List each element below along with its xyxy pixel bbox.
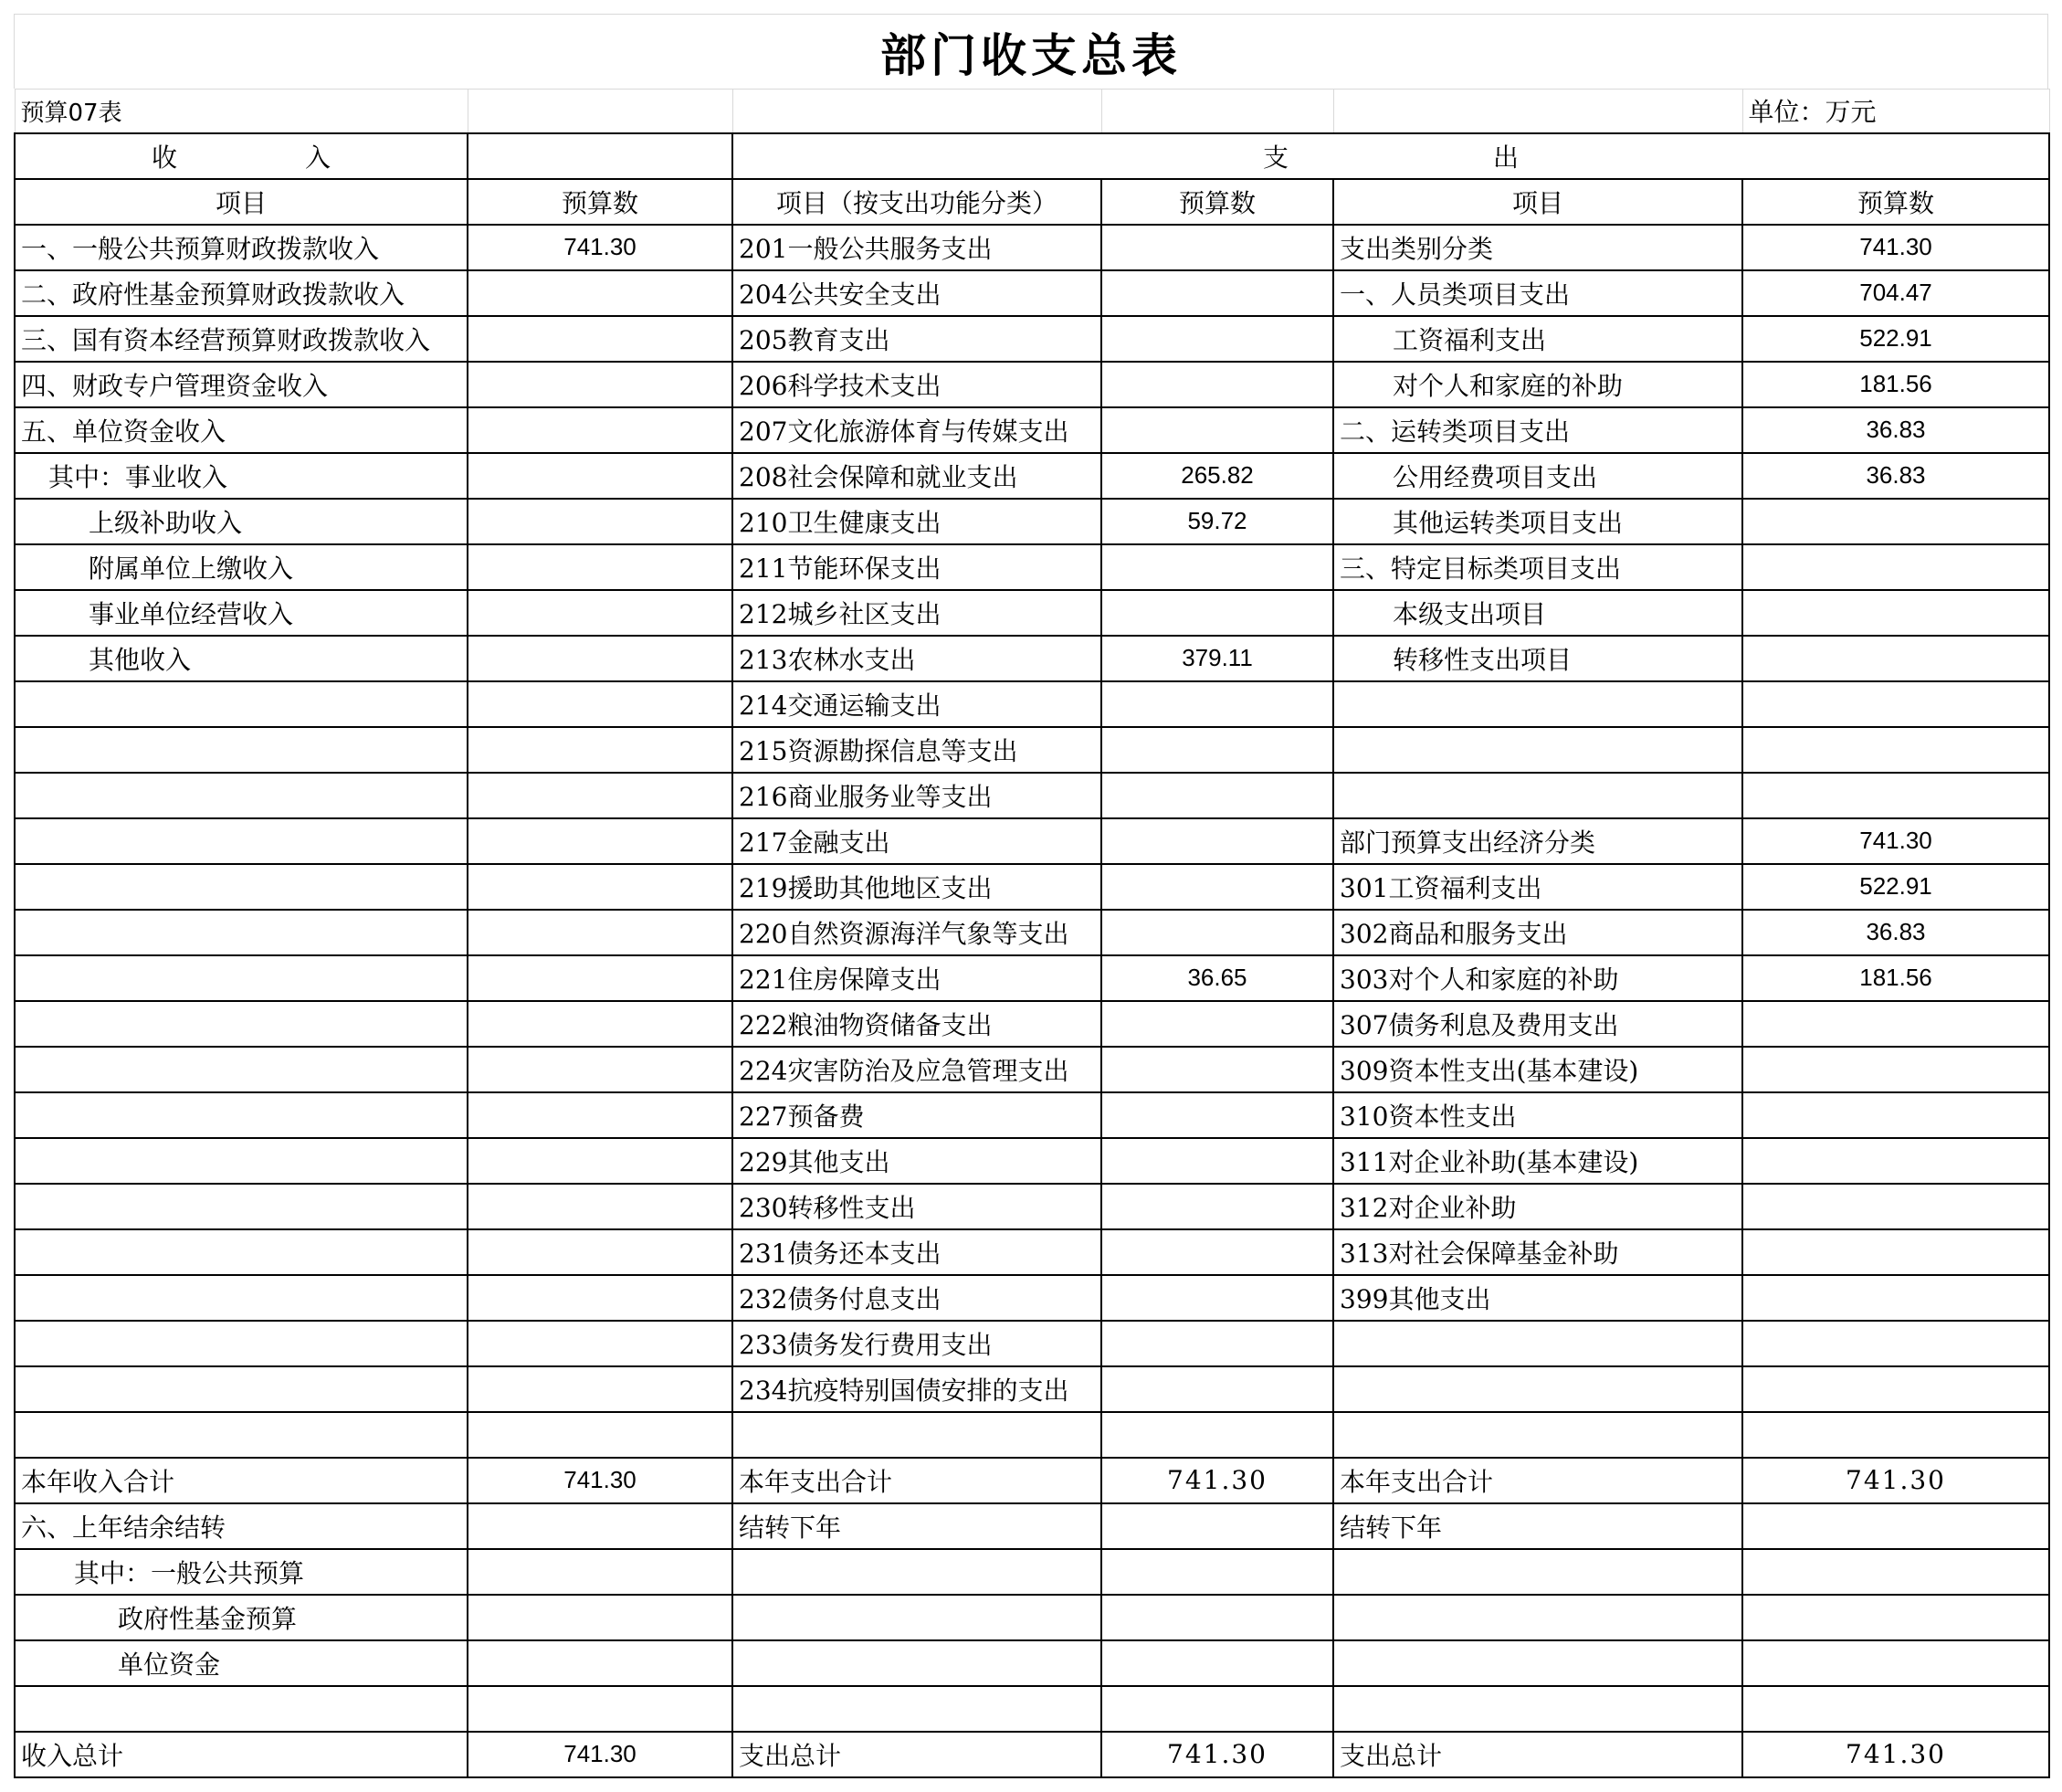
income-item-cell: 六、上年结余结转 <box>15 1503 468 1549</box>
cat-amount-cell <box>1742 1138 2049 1184</box>
income-section-header: 收 入 <box>15 133 468 179</box>
func-item-cell: 本年支出合计 <box>732 1458 1101 1503</box>
cat-amount-cell <box>1742 1549 2049 1595</box>
cat-item-cell: 309资本性支出(基本建设) <box>1333 1047 1742 1092</box>
table-row <box>15 1138 2049 1184</box>
income-amount-cell <box>468 910 732 955</box>
income-item-cell <box>15 818 468 864</box>
income-item-cell <box>15 1184 468 1229</box>
cat-amount-header: 预算数 <box>1742 179 2049 225</box>
cat-amount-cell: 36.83 <box>1742 453 2049 499</box>
income-amount-cell <box>468 407 732 453</box>
cat-amount-cell <box>1742 1275 2049 1321</box>
func-amount-header: 预算数 <box>1101 179 1333 225</box>
income-amount-cell <box>468 1047 732 1092</box>
func-item-cell <box>732 1686 1101 1732</box>
func-item-cell: 213农林水支出 <box>732 636 1101 681</box>
cat-item-cell <box>1333 1549 1742 1595</box>
func-amount-cell <box>1101 773 1333 818</box>
func-item-header: 项目（按支出功能分类） <box>732 179 1101 225</box>
income-item-cell: 本年收入合计 <box>15 1458 468 1503</box>
income-amount-cell <box>468 1595 732 1640</box>
cat-item-cell <box>1333 1412 1742 1458</box>
income-amount-cell <box>468 1549 732 1595</box>
cat-amount-cell <box>1742 636 2049 681</box>
func-amount-cell <box>1101 727 1333 773</box>
func-amount-cell: 36.65 <box>1101 955 1333 1001</box>
table-row <box>15 1549 2049 1595</box>
func-item-cell: 230转移性支出 <box>732 1184 1101 1229</box>
cat-amount-cell <box>1742 544 2049 590</box>
func-amount-cell <box>1101 1686 1333 1732</box>
table-row <box>15 727 2049 773</box>
cat-item-cell: 312对企业补助 <box>1333 1184 1742 1229</box>
func-item-cell: 205教育支出 <box>732 316 1101 362</box>
income-item-cell: 上级补助收入 <box>15 499 468 544</box>
cat-amount-cell <box>1742 1184 2049 1229</box>
table-row <box>15 1732 2049 1777</box>
income-item-cell: 单位资金 <box>15 1640 468 1686</box>
func-item-cell: 233债务发行费用支出 <box>732 1321 1101 1366</box>
income-amount-cell: 741.30 <box>468 225 732 270</box>
func-amount-cell <box>1101 1047 1333 1092</box>
meta-row <box>15 90 2049 133</box>
income-amount-cell <box>468 1321 732 1366</box>
income-item-cell: 附属单位上缴收入 <box>15 544 468 590</box>
cat-item-cell: 其他运转类项目支出 <box>1333 499 1742 544</box>
cat-amount-cell <box>1742 1686 2049 1732</box>
func-amount-cell <box>1101 910 1333 955</box>
func-item-cell: 231债务还本支出 <box>732 1229 1101 1275</box>
func-item-cell: 221住房保障支出 <box>732 955 1101 1001</box>
func-item-cell: 232债务付息支出 <box>732 1275 1101 1321</box>
func-item-cell: 227预备费 <box>732 1092 1101 1138</box>
cat-amount-cell: 741.30 <box>1742 1458 2049 1503</box>
income-amount-cell <box>468 636 732 681</box>
cat-amount-cell <box>1742 499 2049 544</box>
table-row <box>15 1366 2049 1412</box>
table-row <box>15 544 2049 590</box>
meta-blank <box>732 90 1101 133</box>
cat-amount-cell <box>1742 1092 2049 1138</box>
cat-item-header: 项目 <box>1333 179 1742 225</box>
func-item-cell: 217金融支出 <box>732 818 1101 864</box>
income-amount-cell <box>468 1640 732 1686</box>
func-amount-cell: 741.30 <box>1101 1732 1333 1777</box>
budget-table <box>14 89 2050 1778</box>
income-item-cell: 四、财政专户管理资金收入 <box>15 362 468 407</box>
cat-amount-cell <box>1742 1321 2049 1366</box>
func-amount-cell <box>1101 225 1333 270</box>
func-item-cell: 216商业服务业等支出 <box>732 773 1101 818</box>
income-item-cell: 其中：一般公共预算 <box>15 1549 468 1595</box>
table-row <box>15 864 2049 910</box>
cat-item-cell <box>1333 1366 1742 1412</box>
func-item-cell: 支出总计 <box>732 1732 1101 1777</box>
section-header-row <box>15 133 2049 179</box>
income-amount-cell <box>468 681 732 727</box>
income-item-cell: 五、单位资金收入 <box>15 407 468 453</box>
cat-item-cell: 二、运转类项目支出 <box>1333 407 1742 453</box>
cat-item-cell <box>1333 681 1742 727</box>
income-item-cell <box>15 910 468 955</box>
cat-amount-cell: 741.30 <box>1742 225 2049 270</box>
table-row <box>15 362 2049 407</box>
income-item-cell <box>15 864 468 910</box>
income-amount-cell: 741.30 <box>468 1458 732 1503</box>
cat-amount-cell <box>1742 681 2049 727</box>
func-item-cell: 结转下年 <box>732 1503 1101 1549</box>
cat-item-cell: 302商品和服务支出 <box>1333 910 1742 955</box>
table-row <box>15 1686 2049 1732</box>
income-amount-cell <box>468 499 732 544</box>
func-item-cell: 208社会保障和就业支出 <box>732 453 1101 499</box>
income-amount-cell <box>468 1092 732 1138</box>
func-amount-cell <box>1101 818 1333 864</box>
func-item-cell: 201一般公共服务支出 <box>732 225 1101 270</box>
cat-amount-cell <box>1742 1366 2049 1412</box>
cat-item-cell: 本年支出合计 <box>1333 1458 1742 1503</box>
table-row <box>15 270 2049 316</box>
table-row <box>15 1275 2049 1321</box>
cat-item-cell: 310资本性支出 <box>1333 1092 1742 1138</box>
table-row <box>15 1321 2049 1366</box>
cat-item-cell: 工资福利支出 <box>1333 316 1742 362</box>
income-item-cell: 二、政府性基金预算财政拨款收入 <box>15 270 468 316</box>
meta-blank <box>1333 90 1742 133</box>
income-item-cell <box>15 1229 468 1275</box>
cat-amount-cell: 181.56 <box>1742 955 2049 1001</box>
func-amount-cell <box>1101 544 1333 590</box>
income-item-cell <box>15 1092 468 1138</box>
income-item-cell <box>15 1001 468 1047</box>
func-amount-cell: 59.72 <box>1101 499 1333 544</box>
income-item-cell <box>15 773 468 818</box>
income-item-cell <box>15 681 468 727</box>
table-row <box>15 818 2049 864</box>
title-cell <box>14 14 2048 89</box>
func-item-cell: 210卫生健康支出 <box>732 499 1101 544</box>
column-header-row <box>15 179 2049 225</box>
table-row <box>15 1412 2049 1458</box>
func-item-cell: 222粮油物资储备支出 <box>732 1001 1101 1047</box>
func-amount-cell <box>1101 1549 1333 1595</box>
income-amount-cell <box>468 727 732 773</box>
income-item-cell <box>15 1412 468 1458</box>
table-row <box>15 1595 2049 1640</box>
income-item-cell: 政府性基金预算 <box>15 1595 468 1640</box>
income-amount-header: 预算数 <box>468 179 732 225</box>
func-amount-cell <box>1101 1229 1333 1275</box>
table-row <box>15 1229 2049 1275</box>
func-item-cell: 220自然资源海洋气象等支出 <box>732 910 1101 955</box>
income-amount-cell <box>468 864 732 910</box>
func-item-cell: 234抗疫特别国债安排的支出 <box>732 1366 1101 1412</box>
cat-amount-cell <box>1742 1412 2049 1458</box>
table-row <box>15 910 2049 955</box>
income-item-cell: 一、一般公共预算财政拨款收入 <box>15 225 468 270</box>
income-amount-cell <box>468 316 732 362</box>
income-amount-cell <box>468 1275 732 1321</box>
income-item-cell <box>15 1138 468 1184</box>
cat-item-cell: 三、特定目标类项目支出 <box>1333 544 1742 590</box>
cat-amount-cell <box>1742 590 2049 636</box>
income-amount-cell <box>468 1366 732 1412</box>
cat-amount-cell: 741.30 <box>1742 818 2049 864</box>
cat-item-cell <box>1333 1595 1742 1640</box>
budget-sheet <box>14 14 2048 1778</box>
func-item-cell: 211节能环保支出 <box>732 544 1101 590</box>
income-item-cell <box>15 1275 468 1321</box>
meta-blank <box>468 90 732 133</box>
income-item-cell <box>15 955 468 1001</box>
cat-item-cell <box>1333 1686 1742 1732</box>
cat-item-cell: 公用经费项目支出 <box>1333 453 1742 499</box>
func-amount-cell <box>1101 1640 1333 1686</box>
cat-amount-cell: 522.91 <box>1742 864 2049 910</box>
func-item-cell: 224灾害防治及应急管理支出 <box>732 1047 1101 1092</box>
income-item-cell: 收入总计 <box>15 1732 468 1777</box>
cat-item-cell: 结转下年 <box>1333 1503 1742 1549</box>
income-item-cell: 其他收入 <box>15 636 468 681</box>
table-row <box>15 1503 2049 1549</box>
func-amount-cell <box>1101 1366 1333 1412</box>
cat-amount-cell <box>1742 1595 2049 1640</box>
func-amount-cell <box>1101 270 1333 316</box>
income-amount-cell <box>468 544 732 590</box>
func-amount-cell <box>1101 1503 1333 1549</box>
income-amount-cell <box>468 1503 732 1549</box>
table-row <box>15 681 2049 727</box>
income-amount-cell <box>468 362 732 407</box>
table-row <box>15 636 2049 681</box>
cat-amount-cell <box>1742 1047 2049 1092</box>
table-row <box>15 955 2049 1001</box>
section-blank <box>468 133 732 179</box>
func-amount-cell <box>1101 1595 1333 1640</box>
func-amount-cell <box>1101 681 1333 727</box>
cat-item-cell: 311对企业补助(基本建设) <box>1333 1138 1742 1184</box>
income-amount-cell <box>468 1184 732 1229</box>
table-row <box>15 1001 2049 1047</box>
form-number: 预算07表 <box>15 90 468 133</box>
cat-amount-cell <box>1742 1001 2049 1047</box>
func-item-cell <box>732 1595 1101 1640</box>
func-item-cell: 206科学技术支出 <box>732 362 1101 407</box>
func-item-cell: 215资源勘探信息等支出 <box>732 727 1101 773</box>
func-amount-cell <box>1101 1138 1333 1184</box>
cat-amount-cell: 36.83 <box>1742 407 2049 453</box>
table-row <box>15 453 2049 499</box>
func-amount-cell <box>1101 864 1333 910</box>
table-row <box>15 590 2049 636</box>
unit-label: 单位：万元 <box>1742 90 2049 133</box>
income-amount-cell <box>468 1001 732 1047</box>
cat-item-cell: 转移性支出项目 <box>1333 636 1742 681</box>
func-item-cell <box>732 1640 1101 1686</box>
cat-item-cell: 307债务利息及费用支出 <box>1333 1001 1742 1047</box>
income-item-cell: 三、国有资本经营预算财政拨款收入 <box>15 316 468 362</box>
income-item-header: 项目 <box>15 179 468 225</box>
income-amount-cell <box>468 1229 732 1275</box>
cat-item-cell: 支出总计 <box>1333 1732 1742 1777</box>
expense-section-header: 支 出 <box>732 133 2049 179</box>
table-row <box>15 499 2049 544</box>
func-amount-cell <box>1101 1184 1333 1229</box>
income-item-cell <box>15 727 468 773</box>
func-amount-cell: 379.11 <box>1101 636 1333 681</box>
table-row <box>15 407 2049 453</box>
cat-item-cell: 支出类别分类 <box>1333 225 1742 270</box>
income-item-cell <box>15 1047 468 1092</box>
income-amount-cell <box>468 1686 732 1732</box>
cat-amount-cell <box>1742 1503 2049 1549</box>
income-amount-cell <box>468 773 732 818</box>
income-amount-cell <box>468 1412 732 1458</box>
func-amount-cell <box>1101 316 1333 362</box>
cat-item-cell: 一、人员类项目支出 <box>1333 270 1742 316</box>
cat-amount-cell: 181.56 <box>1742 362 2049 407</box>
cat-amount-cell: 36.83 <box>1742 910 2049 955</box>
table-row <box>15 1184 2049 1229</box>
func-amount-cell <box>1101 590 1333 636</box>
table-row <box>15 1640 2049 1686</box>
page-title: 部门收支总表 <box>880 28 1182 82</box>
cat-amount-cell <box>1742 773 2049 818</box>
cat-item-cell: 301工资福利支出 <box>1333 864 1742 910</box>
func-item-cell <box>732 1549 1101 1595</box>
func-item-cell: 212城乡社区支出 <box>732 590 1101 636</box>
func-item-cell: 207文化旅游体育与传媒支出 <box>732 407 1101 453</box>
table-row <box>15 1047 2049 1092</box>
cat-item-cell <box>1333 1321 1742 1366</box>
income-item-cell <box>15 1321 468 1366</box>
cat-amount-cell: 704.47 <box>1742 270 2049 316</box>
table-row <box>15 225 2049 270</box>
func-amount-cell <box>1101 1321 1333 1366</box>
func-item-cell <box>732 1412 1101 1458</box>
cat-amount-cell <box>1742 727 2049 773</box>
income-amount-cell <box>468 818 732 864</box>
cat-item-cell: 313对社会保障基金补助 <box>1333 1229 1742 1275</box>
table-row <box>15 773 2049 818</box>
func-item-cell: 214交通运输支出 <box>732 681 1101 727</box>
table-row <box>15 1458 2049 1503</box>
func-amount-cell: 741.30 <box>1101 1458 1333 1503</box>
func-amount-cell <box>1101 362 1333 407</box>
cat-item-cell <box>1333 1640 1742 1686</box>
func-amount-cell <box>1101 407 1333 453</box>
cat-amount-cell <box>1742 1229 2049 1275</box>
func-amount-cell <box>1101 1412 1333 1458</box>
func-item-cell: 229其他支出 <box>732 1138 1101 1184</box>
income-item-cell: 其中：事业收入 <box>15 453 468 499</box>
cat-item-cell: 对个人和家庭的补助 <box>1333 362 1742 407</box>
income-amount-cell <box>468 955 732 1001</box>
income-amount-cell <box>468 1138 732 1184</box>
cat-item-cell: 本级支出项目 <box>1333 590 1742 636</box>
income-amount-cell <box>468 270 732 316</box>
cat-item-cell <box>1333 727 1742 773</box>
func-amount-cell <box>1101 1275 1333 1321</box>
cat-amount-cell: 522.91 <box>1742 316 2049 362</box>
income-amount-cell: 741.30 <box>468 1732 732 1777</box>
income-amount-cell <box>468 590 732 636</box>
cat-item-cell: 部门预算支出经济分类 <box>1333 818 1742 864</box>
func-amount-cell: 265.82 <box>1101 453 1333 499</box>
cat-amount-cell: 741.30 <box>1742 1732 2049 1777</box>
table-row <box>15 316 2049 362</box>
cat-item-cell <box>1333 773 1742 818</box>
func-amount-cell <box>1101 1001 1333 1047</box>
income-item-cell <box>15 1686 468 1732</box>
meta-blank <box>1101 90 1333 133</box>
func-item-cell: 219援助其他地区支出 <box>732 864 1101 910</box>
cat-item-cell: 303对个人和家庭的补助 <box>1333 955 1742 1001</box>
func-item-cell: 204公共安全支出 <box>732 270 1101 316</box>
cat-item-cell: 399其他支出 <box>1333 1275 1742 1321</box>
income-amount-cell <box>468 453 732 499</box>
func-amount-cell <box>1101 1092 1333 1138</box>
income-item-cell: 事业单位经营收入 <box>15 590 468 636</box>
cat-amount-cell <box>1742 1640 2049 1686</box>
table-row <box>15 1092 2049 1138</box>
income-item-cell <box>15 1366 468 1412</box>
